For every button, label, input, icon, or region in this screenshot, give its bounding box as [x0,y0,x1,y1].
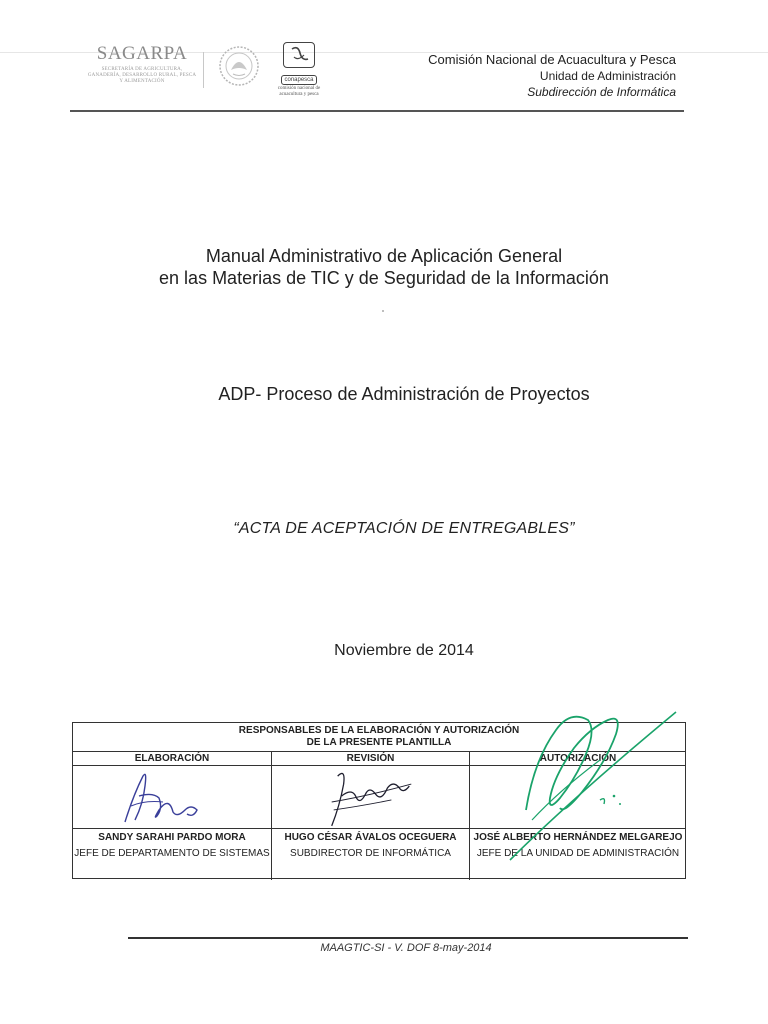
org-commission: Comisión Nacional de Acuacultura y Pesca [428,52,676,67]
signature-line [73,828,271,829]
org-unit: Unidad de Administración [539,69,676,83]
conapesca-logo [266,42,332,97]
signature-table-header [73,723,685,751]
signer-role: SUBDIRECTOR DE INFORMÁTICA [290,848,451,859]
acta-title: “ACTA DE ACEPTACIÓN DE ENTREGABLES” [233,520,575,537]
sagarpa-logo-name: SAGARPA [96,43,188,64]
footer-rule [128,937,688,939]
conapesca-tag: conapesca [281,75,316,85]
national-seal-icon [217,42,261,94]
signature-column-autorizacion [469,752,686,880]
signer-name: SANDY SARAHI PARDO MORA [98,832,246,843]
signature-line [470,828,686,829]
signature-table-header-line2: DE LA PRESENTE PLANTILLA [306,737,452,748]
scan-speck [382,310,384,312]
signature-table-header-line1: RESPONSABLES DE LA ELABORACIÓN Y AUTORIZACIÓN [238,725,520,736]
signature-columns [73,751,685,880]
footer-reference: MAAGTIC-SI - V. DOF 8-may-2014 [320,942,492,954]
sagarpa-logo-subtitle: SECRETARÍA DE AGRICULTURA, GANADERÍA, DESARROLLO RURAL, PESCA Y ALIMENTACIÓN [87,67,197,84]
column-title-elaboracion: ELABORACIÓN [73,752,271,766]
signature-line [272,828,469,829]
document-title-line1: Manual Administrativo de Aplicación General [205,246,563,266]
column-title-revision: REVISIÓN [272,752,469,766]
document-date: Noviembre de 2014 [334,642,474,659]
org-subdivision: Subdirección de Informática [527,85,676,99]
signer-autorizacion [470,832,686,860]
signer-elaboracion [73,832,271,860]
signature-column-revision [271,752,469,880]
signer-revision [272,832,469,860]
signer-role: JEFE DE DEPARTAMENTO DE SISTEMAS [74,848,270,859]
organization-block [428,52,676,100]
signer-name: JOSÉ ALBERTO HERNÁNDEZ MELGAREJO [473,832,683,843]
signature-column-elaboracion [73,752,271,880]
signature-revision-image [272,766,469,828]
signer-name: HUGO CÉSAR ÁVALOS OCEGUERA [284,832,457,843]
conapesca-fish-icon [283,42,315,68]
document-title [0,245,768,289]
conapesca-subtitle: comisión nacional de acuacultura y pesca [277,86,321,97]
signature-elaboracion-image [73,766,271,828]
sagarpa-logo [86,44,198,85]
logo-divider [203,52,204,88]
column-title-autorizacion: AUTORIZACIÓN [470,752,686,766]
signer-role: JEFE DE LA UNIDAD DE ADMINISTRACIÓN [476,848,680,859]
document-title-line2: en las Materias de TIC y de Seguridad de la Información [159,268,609,288]
header-rule [70,110,684,112]
signature-table [72,722,686,879]
process-title: ADP- Proceso de Administración de Proyectos [218,384,590,404]
